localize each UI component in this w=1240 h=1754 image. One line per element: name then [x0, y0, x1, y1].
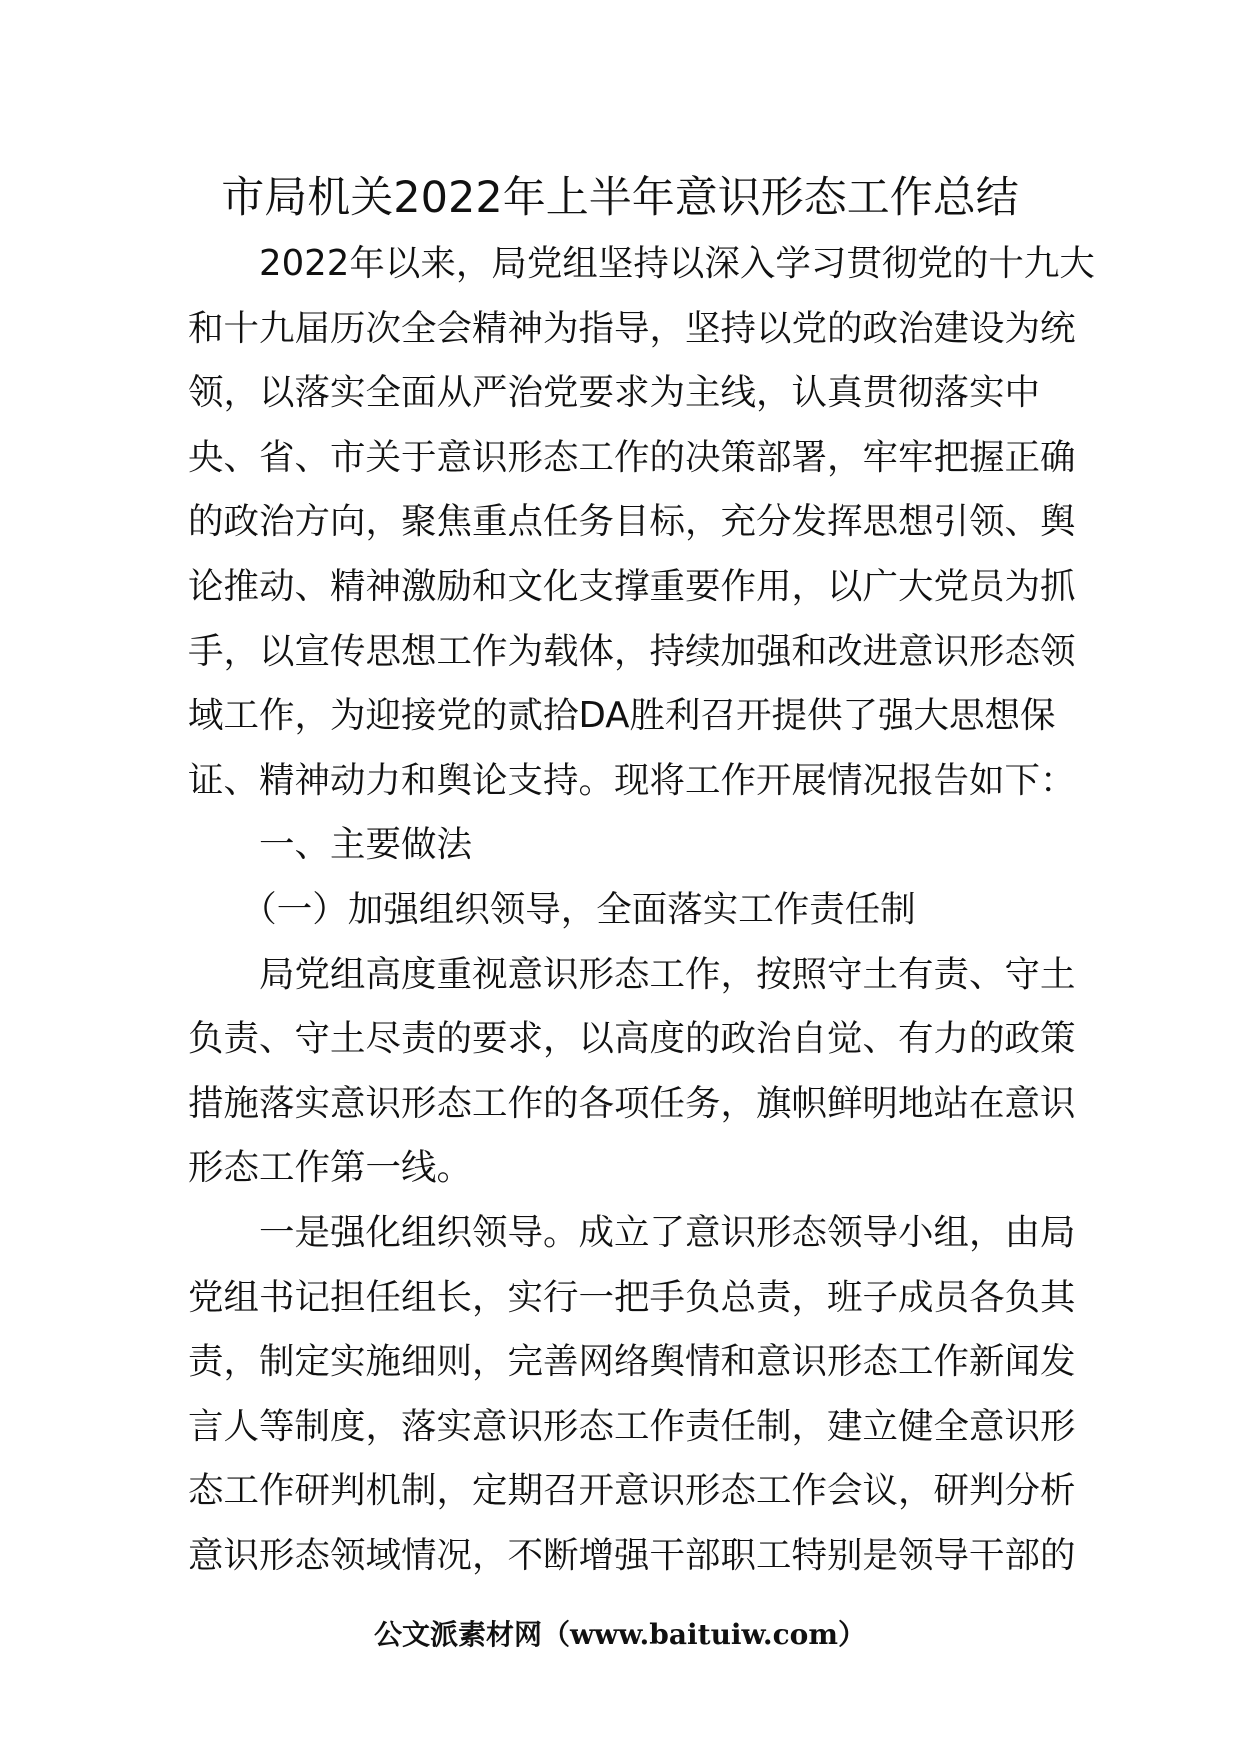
body-line: 言人等制度，落实意识形态工作责任制，建立健全意识形: [188, 1405, 1076, 1447]
section-heading: 一、主要做法: [188, 824, 473, 866]
body-line: 责，制定实施细则，完善网络舆情和意识形态工作新闻发: [188, 1341, 1076, 1383]
body-line: 一是强化组织领导。成立了意识形态领导小组，由局: [188, 1211, 1076, 1253]
body-line: 的政治方向，聚焦重点任务目标，充分发挥思想引领、舆: [188, 501, 1076, 543]
body-line: 负责、守土尽责的要求，以高度的政治自觉、有力的政策: [188, 1018, 1076, 1060]
body-line: 2022年以来，局党组坚持以深入学习贯彻党的十九大: [188, 243, 1095, 284]
body-line: 域工作，为迎接党的贰拾DA胜利召开提供了强大思想保: [188, 695, 1056, 737]
document-title: 市局机关2022年上半年意识形态工作总结: [221, 173, 1019, 223]
body-line: 局党组高度重视意识形态工作，按照守土有责、守土: [188, 953, 1076, 995]
body-line: 措施落实意识形态工作的各项任务，旗帜鲜明地站在意识: [188, 1082, 1076, 1124]
body-line: 意识形态领域情况，不断增强干部职工特别是领导干部的: [188, 1534, 1076, 1576]
document-body: [188, 232, 1095, 1588]
subsection-heading: （一）加强组织领导，全面落实工作责任制: [188, 888, 916, 930]
body-line: 形态工作第一线。: [188, 1147, 473, 1189]
body-line: 手，以宣传思想工作为载体，持续加强和改进意识形态领: [188, 630, 1076, 672]
body-line: 论推动、精神激励和文化支撑重要作用，以广大党员为抓: [188, 565, 1076, 607]
body-line: 态工作研判机制，定期召开意识形态工作会议，研判分析: [188, 1470, 1076, 1512]
body-line: 央、省、市关于意识形态工作的决策部署，牢牢把握正确: [188, 436, 1076, 478]
body-line: 党组书记担任组长，实行一把手负总责，班子成员各负其: [188, 1276, 1076, 1318]
footer-watermark: 公文派素材网（www.baituiw.com）: [374, 1618, 866, 1651]
body-line: 和十九届历次全会精神为指导，坚持以党的政治建设为统: [188, 307, 1076, 349]
body-line: 领，以落实全面从严治党要求为主线，认真贯彻落实中: [188, 372, 1041, 414]
body-line: 证、精神动力和舆论支持。现将工作开展情况报告如下：: [188, 759, 1076, 801]
